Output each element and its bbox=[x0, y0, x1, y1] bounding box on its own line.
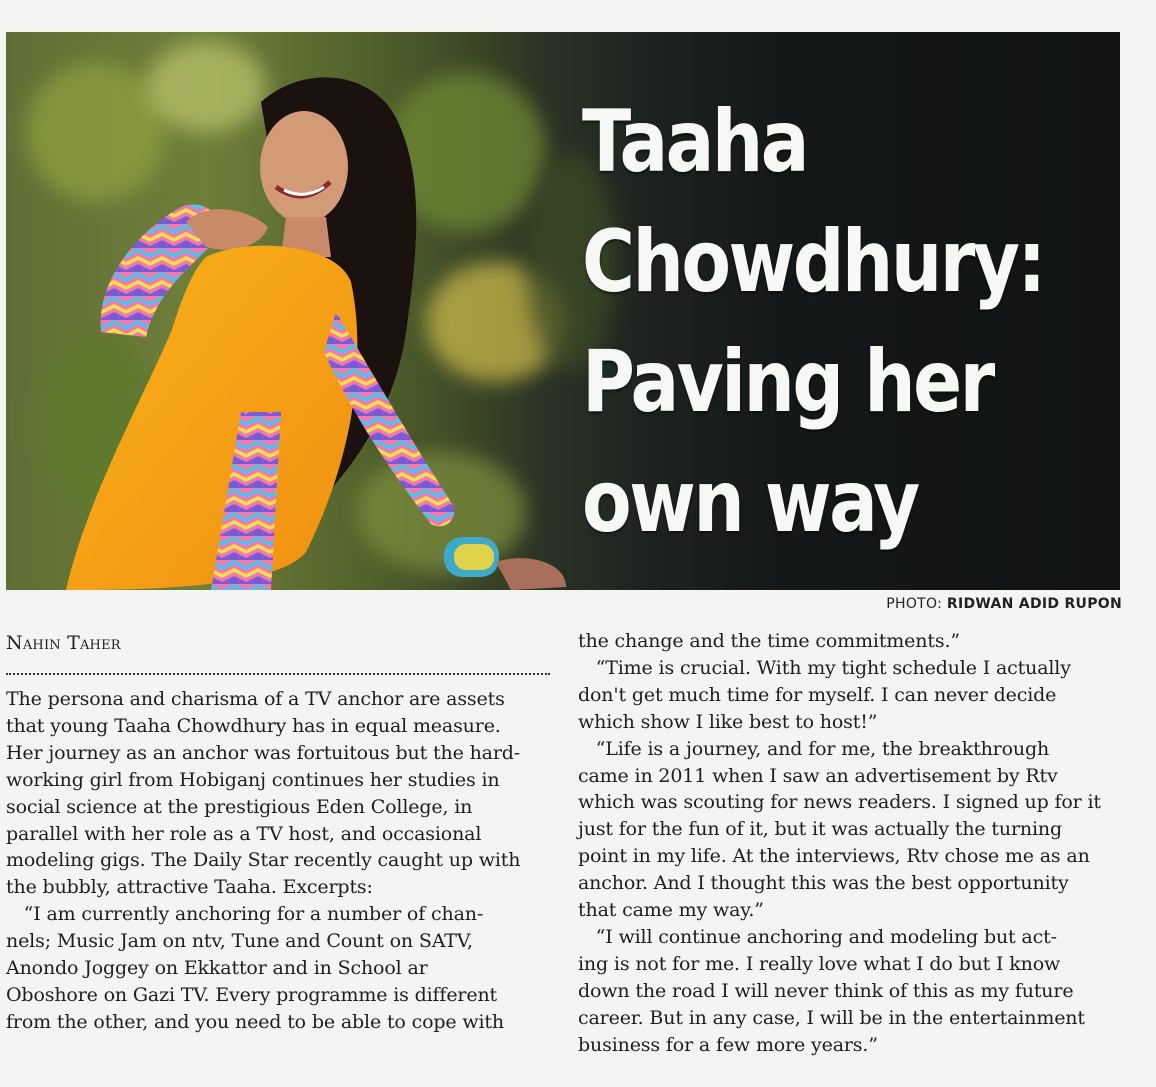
photo-credit-prefix: PHOTO: bbox=[886, 596, 947, 612]
dotted-divider bbox=[6, 673, 550, 675]
text-line: the bubbly, attractive Taaha. Excerpts: bbox=[6, 876, 373, 899]
text-line: nels; Music Jam on ntv, Tune and Count on SATV, bbox=[6, 930, 473, 953]
headline-line: Taaha bbox=[582, 92, 808, 192]
photo-credit bbox=[886, 596, 1122, 612]
text-line: that came my way.” bbox=[578, 899, 764, 922]
text-line: don't get much time for myself. I can never decide bbox=[578, 683, 1057, 706]
article-column-left bbox=[6, 686, 554, 1036]
text-line: career. But in any case, I will be in the entertainment bbox=[578, 1006, 1085, 1029]
text-line: down the road I will never think of this as my future bbox=[578, 979, 1074, 1002]
text-line: “I am currently anchoring for a number of chan- bbox=[6, 903, 484, 926]
portrait-figure bbox=[6, 32, 566, 590]
photographer-name: RIDWAN ADID RUPON bbox=[946, 596, 1122, 612]
text-line: just for the fun of it, but it was actually the turning bbox=[578, 818, 1063, 841]
text-line: “Time is crucial. With my tight schedule I actually bbox=[578, 656, 1071, 679]
text-line: social science at the prestigious Eden College, in bbox=[6, 795, 473, 818]
text-line: modeling gigs. The Daily Star recently caught up with bbox=[6, 849, 521, 872]
hero-photo bbox=[6, 32, 1120, 590]
text-line: “Life is a journey, and for me, the breakthrough bbox=[578, 737, 1050, 760]
text-line: anchor. And I thought this was the best opportunity bbox=[578, 872, 1069, 895]
headline-line: Chowdhury: bbox=[582, 212, 1044, 312]
headline bbox=[582, 82, 1044, 562]
byline: Nahin Taher bbox=[6, 632, 121, 654]
headline-line: Paving her bbox=[582, 332, 993, 432]
text-line: from the other, and you need to be able to cope with bbox=[6, 1010, 505, 1033]
text-line: parallel with her role as a TV host, and occasional bbox=[6, 822, 482, 845]
text-line: which show I like best to host!” bbox=[578, 710, 878, 733]
text-line: Oboshore on Gazi TV. Every programme is different bbox=[6, 983, 498, 1006]
article-column-right bbox=[578, 628, 1126, 1059]
text-line: Her journey as an anchor was fortuitous but the hard- bbox=[6, 741, 521, 764]
text-line: “I will continue anchoring and modeling but act- bbox=[578, 925, 1057, 948]
text-line: point in my life. At the interviews, Rtv chose me as an bbox=[578, 845, 1090, 868]
text-line: that young Taaha Chowdhury has in equal measure. bbox=[6, 714, 501, 737]
text-line: which was scouting for news readers. I signed up for it bbox=[578, 791, 1101, 814]
text-line: working girl from Hobiganj continues her studies in bbox=[6, 768, 500, 791]
headline-line: own way bbox=[582, 452, 918, 552]
text-line: business for a few more years.” bbox=[578, 1033, 878, 1056]
text-line: ing is not for me. I really love what I do but I know bbox=[578, 952, 1061, 975]
text-line: Anondo Joggey on Ekkattor and in School ar bbox=[6, 957, 428, 980]
text-line: The persona and charisma of a TV anchor are assets bbox=[6, 688, 505, 710]
text-line: the change and the time commitments.” bbox=[578, 630, 960, 652]
text-line: came in 2011 when I saw an advertisement by Rtv bbox=[578, 764, 1058, 787]
